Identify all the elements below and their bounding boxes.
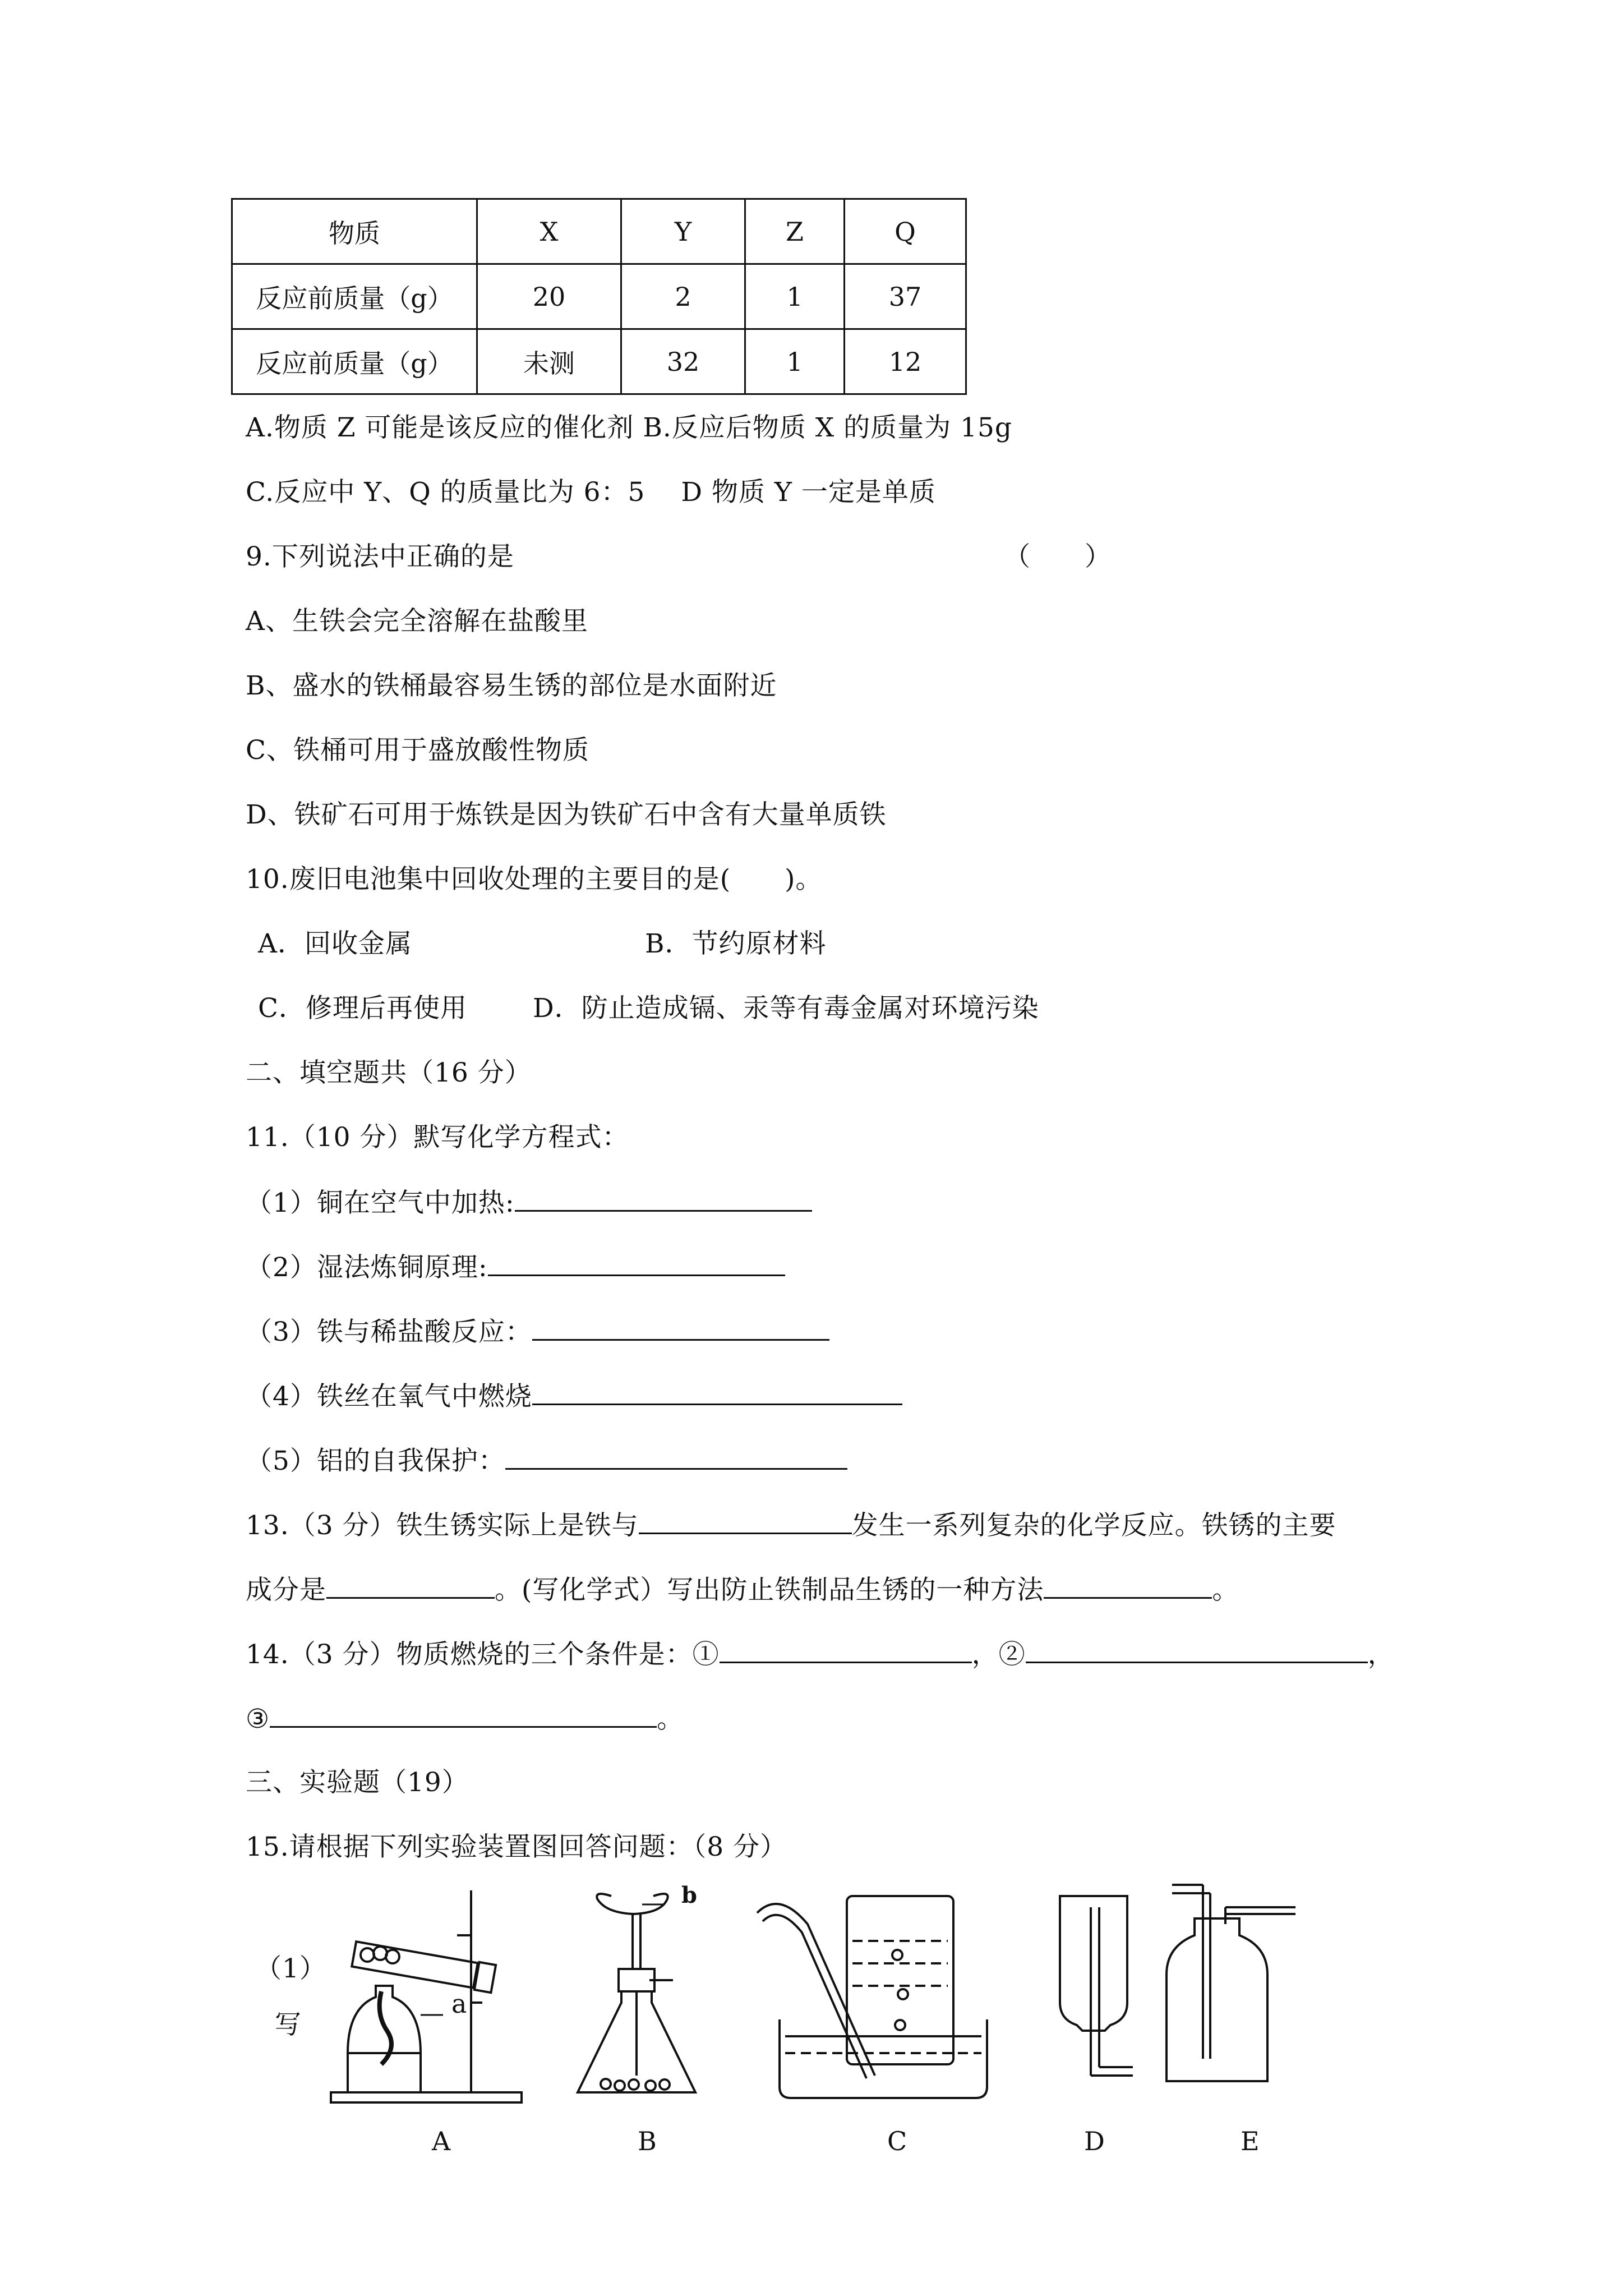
mass-table xyxy=(231,198,967,395)
q11-item-label: （5）铝的自我保护： xyxy=(246,1446,505,1476)
q14-line1 xyxy=(246,1637,1395,1672)
q11-item-label: （2）湿法炼铜原理: xyxy=(246,1252,488,1283)
table-row xyxy=(232,264,966,329)
answer-blank[interactable] xyxy=(1044,1572,1212,1599)
q11-item-label: （4）铁丝在氧气中燃烧 xyxy=(246,1381,532,1412)
q10-option-b: B．节约原材料 xyxy=(645,928,827,959)
table-cell: 反应前质量（g） xyxy=(232,329,477,394)
apparatus-label-a: A xyxy=(432,2126,451,2156)
q10-option-d: D．防止造成镉、汞等有毒金属对环境污染 xyxy=(533,993,1039,1024)
q15-sub-label-2: 写 xyxy=(275,2009,302,2040)
q10-option-c: C．修理后再使用 xyxy=(258,993,467,1024)
q11-item-label: （3）铁与稀盐酸反应： xyxy=(246,1317,532,1347)
q11-item-3 xyxy=(246,1314,829,1349)
table-cell: 20 xyxy=(477,264,621,329)
q13-text: 发生一系列复杂的化学反应。铁锈的主要 xyxy=(851,1510,1336,1541)
q8-options-line2: C.反应中 Y、Q 的质量比为 6：5 D 物质 Y 一定是单质 xyxy=(246,477,936,508)
answer-blank[interactable] xyxy=(532,1379,902,1405)
pointer-label-a: a xyxy=(451,1989,467,2019)
table-cell: 32 xyxy=(621,329,745,394)
pointer-label-b: b xyxy=(681,1882,697,1908)
q13-text: 。 xyxy=(1212,1575,1239,1605)
apparatus-label-d: D xyxy=(1084,2126,1105,2156)
answer-blank[interactable] xyxy=(515,1185,812,1212)
answer-blank[interactable] xyxy=(532,1314,829,1341)
q10-stem: 10.废旧电池集中回收处理的主要目的是( )。 xyxy=(246,864,823,895)
q14-line2 xyxy=(246,1701,684,1736)
apparatus-label-b: B xyxy=(638,2126,657,2156)
table-header-row xyxy=(232,199,966,264)
q13-line2 xyxy=(246,1572,1239,1607)
q15-stem: 15.请根据下列实验装置图回答问题：（8 分） xyxy=(246,1832,787,1862)
table-cell: 反应前质量（g） xyxy=(232,264,477,329)
q9-answer-bracket: （ ） xyxy=(1004,541,1112,572)
table-cell: 37 xyxy=(845,264,966,329)
answer-blank[interactable] xyxy=(270,1701,657,1728)
section2-heading: 二、填空题共（16 分） xyxy=(246,1057,532,1088)
table-cell: Y xyxy=(621,199,745,264)
apparatus-e-drawing xyxy=(1166,1885,1295,2081)
q10-option-a: A．回收金属 xyxy=(258,928,412,959)
q9-option-b: B、盛水的铁桶最容易生锈的部位是水面附近 xyxy=(246,670,777,701)
table-cell: 1 xyxy=(745,329,845,394)
q9-option-a: A、生铁会完全溶解在盐酸里 xyxy=(246,606,588,637)
apparatus-figure xyxy=(314,1874,1408,2109)
section3-heading: 三、实验题（19） xyxy=(246,1767,469,1798)
table-row xyxy=(232,329,966,394)
q14-text: 。 xyxy=(657,1704,684,1734)
table-cell: 1 xyxy=(745,264,845,329)
answer-blank[interactable] xyxy=(326,1572,495,1599)
q9-option-c: C、铁桶可用于盛放酸性物质 xyxy=(246,735,589,766)
q11-item-4 xyxy=(246,1379,902,1414)
apparatus-a-drawing xyxy=(331,1890,522,2102)
q9-stem: 9.下列说法中正确的是 xyxy=(246,541,514,572)
answer-blank[interactable] xyxy=(505,1443,847,1470)
q13-text: 13.（3 分）铁生锈实际上是铁与 xyxy=(246,1510,639,1541)
answer-blank[interactable] xyxy=(720,1637,972,1663)
table-cell: 2 xyxy=(621,264,745,329)
answer-blank[interactable] xyxy=(639,1508,852,1534)
q11-item-2 xyxy=(246,1250,785,1285)
q13-text: 。(写化学式）写出防止铁制品生锈的一种方法 xyxy=(495,1575,1044,1605)
apparatus-b-drawing xyxy=(578,1894,695,2092)
q14-text: ， xyxy=(1367,1639,1395,1670)
q15-sub-label: （1） xyxy=(255,1953,326,1984)
q11-item-1 xyxy=(246,1185,812,1220)
q13-line1 xyxy=(246,1508,1336,1543)
answer-blank[interactable] xyxy=(488,1250,785,1276)
table-cell: 未测 xyxy=(477,329,621,394)
table-cell: X xyxy=(477,199,621,264)
answer-blank[interactable] xyxy=(1026,1637,1368,1663)
q11-item-5 xyxy=(246,1443,847,1478)
apparatus-label-e: E xyxy=(1241,2126,1260,2156)
q14-text: 14.（3 分）物质燃烧的三个条件是：① xyxy=(246,1639,720,1670)
table-cell: Q xyxy=(845,199,966,264)
q14-text: ，② xyxy=(971,1639,1026,1670)
q14-text: ③ xyxy=(246,1704,270,1734)
q11-stem: 11.（10 分）默写化学方程式： xyxy=(246,1122,629,1153)
q13-text: 成分是 xyxy=(246,1575,326,1605)
table-cell: Z xyxy=(745,199,845,264)
q8-options-line1: A.物质 Z 可能是该反应的催化剂 B.反应后物质 X 的质量为 15g xyxy=(246,412,1013,443)
table-cell: 物质 xyxy=(232,199,477,264)
apparatus-c-drawing xyxy=(757,1896,987,2098)
q9-option-d: D、铁矿石可用于炼铁是因为铁矿石中含有大量单质铁 xyxy=(246,799,887,830)
q11-item-label: （1）铜在空气中加热: xyxy=(246,1188,515,1218)
table-cell: 12 xyxy=(845,329,966,394)
apparatus-d-drawing xyxy=(1060,1896,1133,2076)
apparatus-label-c: C xyxy=(887,2126,907,2156)
